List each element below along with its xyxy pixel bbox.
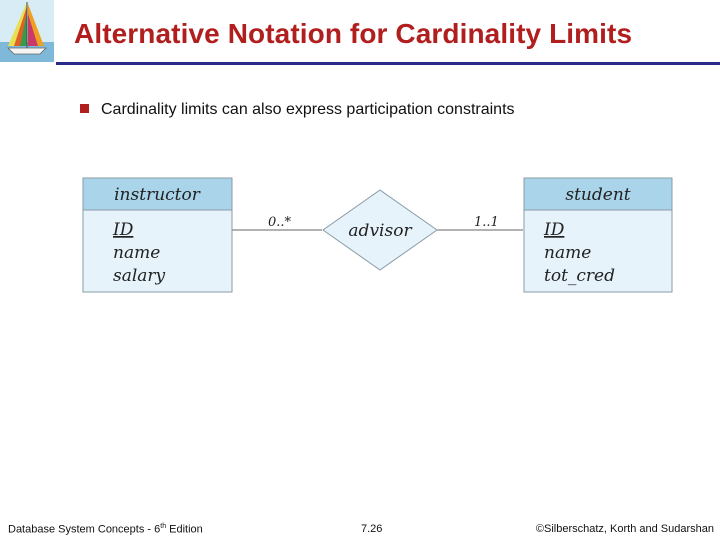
- footer-page-number: 7.26: [361, 523, 383, 535]
- footer-book-title: [8, 523, 203, 536]
- attribute: salary: [113, 266, 166, 286]
- entity-name: instructor: [114, 185, 200, 205]
- slide-title: Alternative Notation for Cardinality Limits: [74, 18, 633, 49]
- entity-student: [524, 178, 672, 292]
- cardinality-left: 0..*: [268, 215, 292, 230]
- attribute: name: [544, 243, 592, 263]
- relationship-name: advisor: [348, 221, 412, 241]
- footer-copyright: ©Silberschatz, Korth and Sudarshan: [535, 523, 714, 535]
- footer-edition-text: Edition: [166, 523, 203, 536]
- bullet-text: Cardinality limits can also express participation constraints: [101, 101, 515, 118]
- attribute-pk: ID: [544, 220, 565, 240]
- attribute-pk: ID: [113, 220, 134, 240]
- relationship-advisor: [323, 190, 437, 270]
- entity-name: student: [565, 185, 631, 205]
- attribute: name: [113, 243, 161, 263]
- cardinality-right: 1..1: [474, 215, 499, 230]
- entity-instructor: [83, 178, 232, 292]
- footer-superscript: th: [160, 523, 167, 530]
- attribute: tot_cred: [544, 266, 615, 286]
- footer-book-title-text: Database System Concepts - 6: [8, 523, 161, 536]
